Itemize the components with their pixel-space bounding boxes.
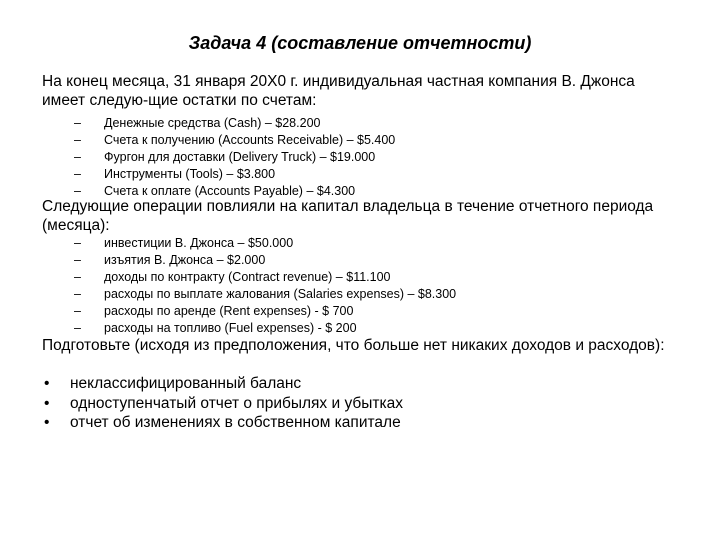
dash-marker: –	[74, 133, 81, 147]
dash-marker: –	[74, 287, 81, 301]
list-item: – Счета к оплате (Accounts Payable) – $4.300	[74, 184, 356, 198]
list-item: – расходы на топливо (Fuel expenses) - $ 200	[74, 321, 357, 335]
slide-title: Задача 4 (составление отчетности)	[188, 33, 532, 53]
list-item: – расходы по аренде (Rent expenses) - $ 700	[74, 304, 354, 318]
dash-marker: –	[74, 253, 81, 267]
dash-marker: –	[74, 116, 81, 130]
dash-marker: –	[74, 184, 81, 198]
bullet-marker: •	[44, 394, 50, 412]
list-item: • одноступенчатый отчет о прибылях и убытках	[44, 394, 403, 412]
list-item: – Фургон для доставки (Delivery Truck) – $19.000	[74, 150, 376, 164]
list-item: – Инструменты (Tools) – $3.800	[74, 167, 276, 181]
dash-marker: –	[74, 321, 81, 335]
task-intro: Подготовьте (исходя из предположения, что больше нет никаких доходов и расходов):	[42, 337, 665, 354]
dash-marker: –	[74, 150, 81, 164]
balances-list	[74, 115, 395, 200]
list-item: – инвестиции В. Джонса – $50.000	[74, 236, 294, 250]
list-item: – Счета к получению (Accounts Receivable) – $5.400	[74, 133, 396, 147]
list-item: – расходы по выплате жалования (Salaries expenses) – $8.300	[74, 287, 457, 301]
bullet-marker: •	[44, 414, 50, 431]
bullet-marker: •	[44, 375, 50, 392]
operations-intro: Следующие операции повлияли на капитал владельца в течение отчетного периода (месяца):	[42, 198, 654, 234]
list-item: – доходы по контракту (Contract revenue) – $11.100	[74, 270, 391, 284]
dash-marker: –	[74, 270, 81, 284]
dash-marker: –	[74, 236, 81, 250]
list-item: – изъятия В. Джонса – $2.000	[74, 253, 266, 267]
list-item: – Денежные средства (Cash) – $28.200	[74, 116, 321, 130]
dash-marker: –	[74, 304, 81, 318]
intro-paragraph: На конец месяца, 31 января 20Х0 г. индивидуальная частная компания В. Джонса имеет следую-щие остатки по счетам:	[42, 73, 635, 109]
dash-marker: –	[74, 167, 81, 181]
list-item: • отчет об изменениях в собственном капитале	[44, 414, 401, 431]
operations-list	[74, 235, 456, 337]
list-item: • неклассифицированный баланс	[44, 375, 302, 392]
tasks-list	[42, 374, 403, 433]
